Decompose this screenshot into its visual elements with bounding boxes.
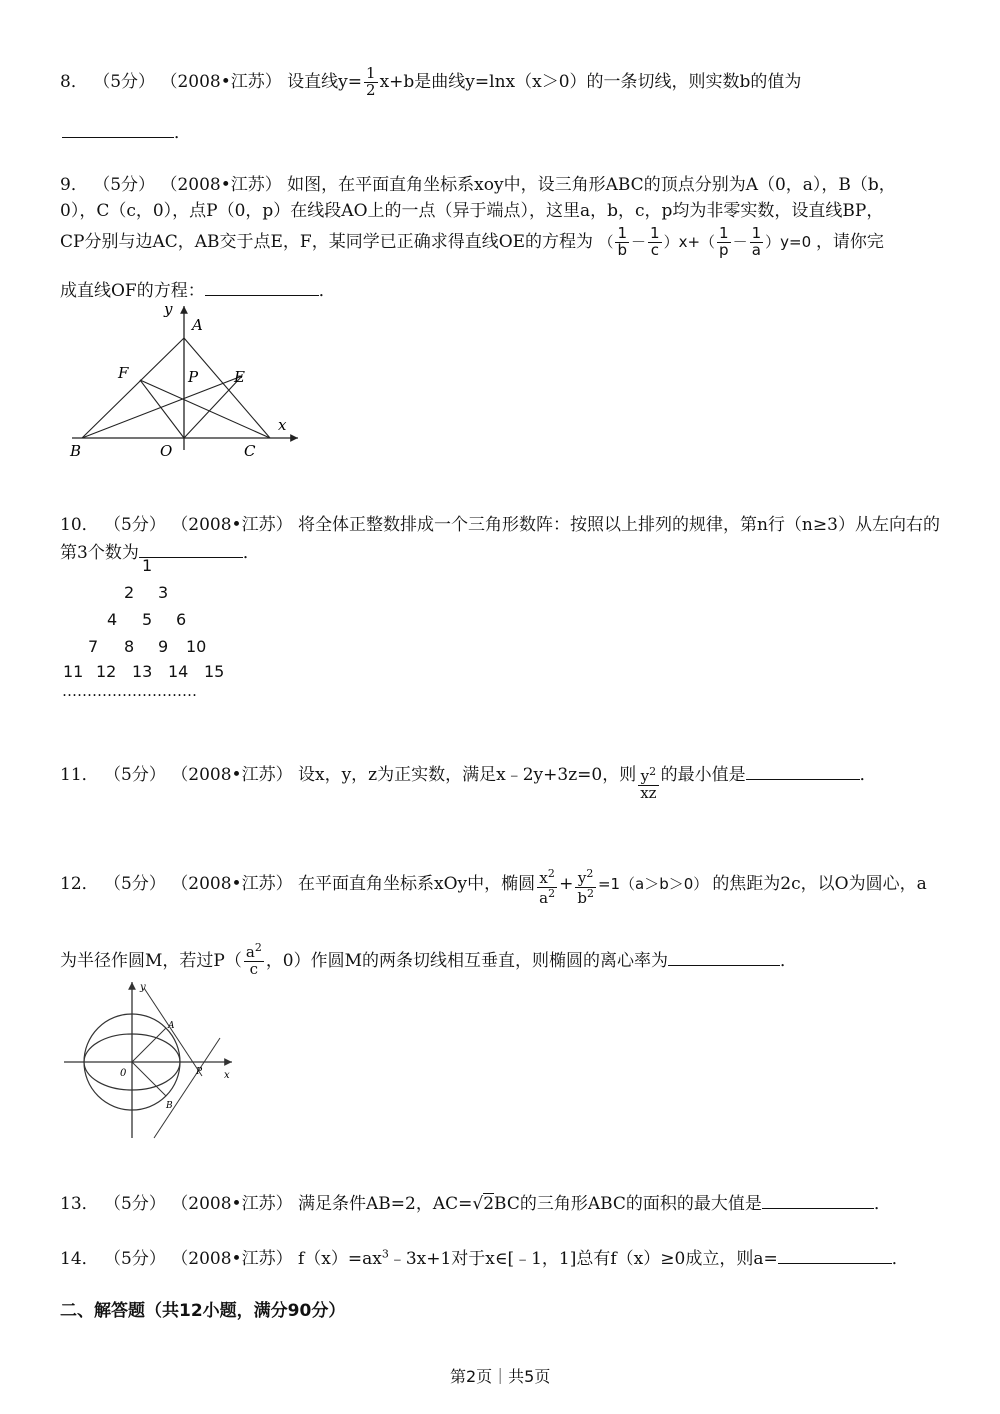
q11-fraction: $\frac{y^2}{xz}$ [640,765,657,802]
q9-label-O: O [160,442,173,460]
q10-line2: 第3个数为 ． [60,543,260,563]
q12-label-B: B [166,1101,173,1111]
q13-number: 13． [60,1194,99,1214]
q13-sqrt: √2 [472,1194,495,1214]
q12-line2: 为半径作圆M，若过P（ $\frac{a^2}{c}$ ，0）作圆M的两条切线相互垂直，则椭圆的离心率为 ． [60,941,798,978]
q13-text-b: BC的三角形ABC的面积的最大值是 [494,1194,762,1214]
q9-answer-blank[interactable] [205,294,319,296]
section-heading: 二、解答题（共12小题，满分90分） [60,1301,346,1321]
q9-line4: 成直线OF的方程： ． [60,281,336,301]
q8-answer-blank[interactable] [62,136,174,138]
question-13: 13． （5分） （2008•江苏） 满足条件AB=2，AC=√2BC的三角形ABC的面积的最大值是 ． [60,1194,891,1214]
q10-source: （2008•江苏） [171,515,293,535]
question-8 [60,66,801,99]
q9-equation: （ $\frac{1}{b}$ － $\frac{1}{c}$ ）x+（ $\frac{1}{p}$ － $\frac{1}{a}$ ）y=0 [598,224,812,259]
q8-number: 8． [60,71,88,92]
q9-label-C: C [244,442,256,460]
q10-score: （5分） [104,515,166,535]
q9-label-E: E [234,368,245,386]
q9-label-B: B [70,442,82,460]
q13-answer-blank[interactable] [762,1207,874,1209]
q12-label-x: x [224,1070,230,1081]
q8-score: （5分） [93,71,156,92]
question-10 [60,510,940,535]
q8-answer-line: ． [62,118,191,143]
q12-figure [60,978,240,1142]
q9-figure [60,298,310,463]
q13-score: （5分） [104,1194,166,1214]
q9-source: （2008•江苏） [160,175,282,195]
q12-label-A: A [168,1021,175,1031]
q9-number: 9． [60,175,88,195]
q12-source: （2008•江苏） [171,873,293,894]
q12-answer-blank[interactable] [668,964,780,966]
q9-label-A: A [192,316,203,334]
q12-fraction-y: $\frac{y^2}{b^2}$ [577,867,594,907]
q10-number-triangle: 1 2 3 4 5 6 7 8 9 10 11 12 13 14 15 ……………………… [62,556,225,700]
q10-number: 10． [60,515,99,535]
q11-text-b: 的最小值是 [660,765,746,785]
q12-text-a: 在平面直角坐标系xOy中，椭圆 [297,873,536,894]
q12-number: 12． [60,873,99,894]
question-11: 11． （5分） （2008•江苏） 设x，y，z为正实数，满足x﹣2y+3z=0，则 $\frac{y^2}{xz}$ 的最小值是 ． [60,765,877,802]
q12-label-O: 0 [120,1068,127,1079]
q14-text-a: f（x）=ax [297,1249,382,1269]
q14-score: （5分） [104,1249,166,1269]
q12-label-y: y [140,982,146,993]
q12-fraction-p: $\frac{a^2}{c}$ [245,941,262,978]
q12-score: （5分） [104,873,166,894]
q10-line1: 将全体正整数排成一个三角形数阵：按照以上排列的规律，第n行（n≥3）从左向右的 [297,515,940,535]
question-14: 14． （5分） （2008•江苏） $f(x)=ax^3﹣3x+1$对于x∈[﹣1，1]总有f（x）≥0成立，则a= ． [60,1247,909,1269]
q14-source: （2008•江苏） [171,1249,293,1269]
q12-label-P: P [196,1067,203,1077]
q14-answer-blank[interactable] [778,1262,892,1264]
q11-text-a: 设x，y，z为正实数，满足x﹣2y+3z=0，则 [297,765,637,785]
q9-score: （5分） [93,175,156,195]
question-12: 12． （5分） （2008•江苏） 在平面直角坐标系xOy中，椭圆 $\frac{x^2}{a^2}$ + $\frac{y^2}{b^2}$ =1（a＞b＞0） 的焦距为2c，以O为圆心，a [60,867,927,907]
q9-line2: 0），C（c，0），点P（0，p）在线段AO上的一点（异于端点），这里a，b，c，p均为非零实数，设直线BP， [60,201,884,221]
q12-text-b: 的焦距为2c，以O为圆心，a [712,873,927,894]
q9-label-F: F [118,364,129,382]
q13-text-a: 满足条件AB=2，AC= [297,1194,473,1214]
q11-source: （2008•江苏） [171,765,293,785]
q13-source: （2008•江苏） [171,1194,293,1214]
q8-fraction: $\frac{1}{2}$ [366,64,376,99]
q9-label-y: y [164,300,173,318]
q8-text-b: x+b是曲线y=lnx（x＞0）的一条切线，则实数b的值为 [379,71,802,92]
q9-line3: CP分别与边AC，AB交于点E，F，某同学已正确求得直线OE的方程为 （ $\frac{1}{b}$ － $\frac{1}{c}$ ）x+（ $\frac{1}{p}$ － $\frac{1}{a}$ ）y=0 ，请你完 [60,224,884,259]
q9-label-x: x [278,416,287,434]
q8-source: （2008•江苏） [160,71,282,92]
q9-label-P: P [188,368,199,386]
q11-answer-blank[interactable] [746,778,860,780]
q8-text-a: 设直线y= [287,71,363,92]
tri-dots: ……………………… [62,682,197,700]
page-footer: 第2页｜共5页 [450,1367,551,1386]
q11-score: （5分） [104,765,166,785]
question-9 [60,170,896,195]
q14-number: 14． [60,1249,99,1269]
q12-fraction-x: $\frac{x^2}{a^2}$ [539,867,556,907]
q11-number: 11． [60,765,99,785]
q9-line1: 如图，在平面直角坐标系xoy中，设三角形ABC的顶点分别为A（0，a），B（b， [287,175,896,195]
q14-text-b: ﹣3x+1对于x∈[﹣1，1]总有f（x）≥0成立，则a= [388,1249,778,1269]
